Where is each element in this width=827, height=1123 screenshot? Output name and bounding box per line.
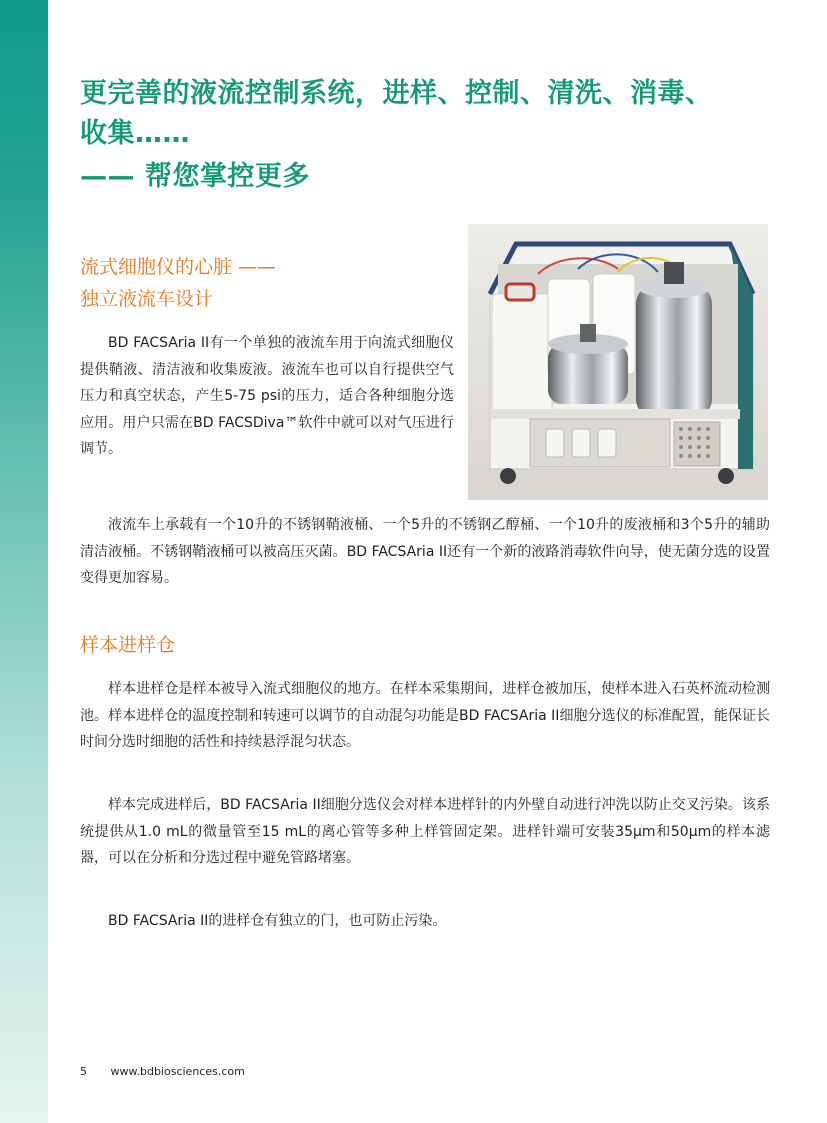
section2-paragraph-2: 样本完成进样后，BD FACSAria II细胞分选仪会对样本进样针的内外壁自动进行冲洗以防止交叉污染。该系统提供从1.0 mL的微量管至15 mL的离心管等多种上样管固定架。进样针端可安装35μm和50μm的样本滤器，可以在分析和分选过程中避免管路堵塞。: [80, 797, 770, 866]
section1-title-line-1: 流式细胞仪的心脏 ——: [80, 256, 277, 278]
section2-paragraph-1: 样本进样仓是样本被导入流式细胞仪的地方。在样本采集期间，进样仓被加压，使样本进入石英杯流动检测池。样本进样仓的温度控制和转速可以调节的自动混匀功能是BD FACSAria II细胞分选仪的标准配置，能保证长时间分选时细胞的活性和持续悬浮混匀状态。: [80, 681, 770, 750]
page-number: 5: [80, 1065, 87, 1078]
footer-url-link[interactable]: www.bdbiosciences.com: [110, 1065, 245, 1078]
section1-title-line-2: 独立液流车设计: [80, 288, 214, 310]
fluidics-cart-photo: [468, 224, 768, 500]
headline-line-2: 收集……: [80, 118, 190, 149]
section2-title: 样本进样仓: [80, 634, 176, 656]
sidebar-gradient-band: [0, 0, 48, 1123]
headline-line-1: 更完善的液流控制系统，进样、控制、清洗、消毒、: [80, 78, 713, 109]
headline-line-3: —— 帮您掌控更多: [80, 161, 310, 192]
section2-paragraph-3: BD FACSAria II的进样仓有独立的门，也可防止污染。: [108, 913, 447, 929]
section1-paragraph-2: 液流车上承载有一个10升的不锈钢鞘液桶、一个5升的不锈钢乙醇桶、一个10升的废液桶和3个5升的辅助清洁液桶。不锈钢鞘液桶可以被高压灭菌。BD FACSAria II还有一个新的液路消毒软件向导，使无菌分选的设置变得更加容易。: [80, 517, 770, 586]
section1-paragraph-1: BD FACSAria II有一个单独的液流车用于向流式细胞仪提供鞘液、清洁液和收集废液。液流车也可以自行提供空气压力和真空状态，产生5-75 psi的压力，适合各种细胞分选应用。用户只需在BD FACSDiva™软件中就可以对气压进行调节。: [80, 335, 454, 457]
page-footer: [80, 1065, 265, 1078]
